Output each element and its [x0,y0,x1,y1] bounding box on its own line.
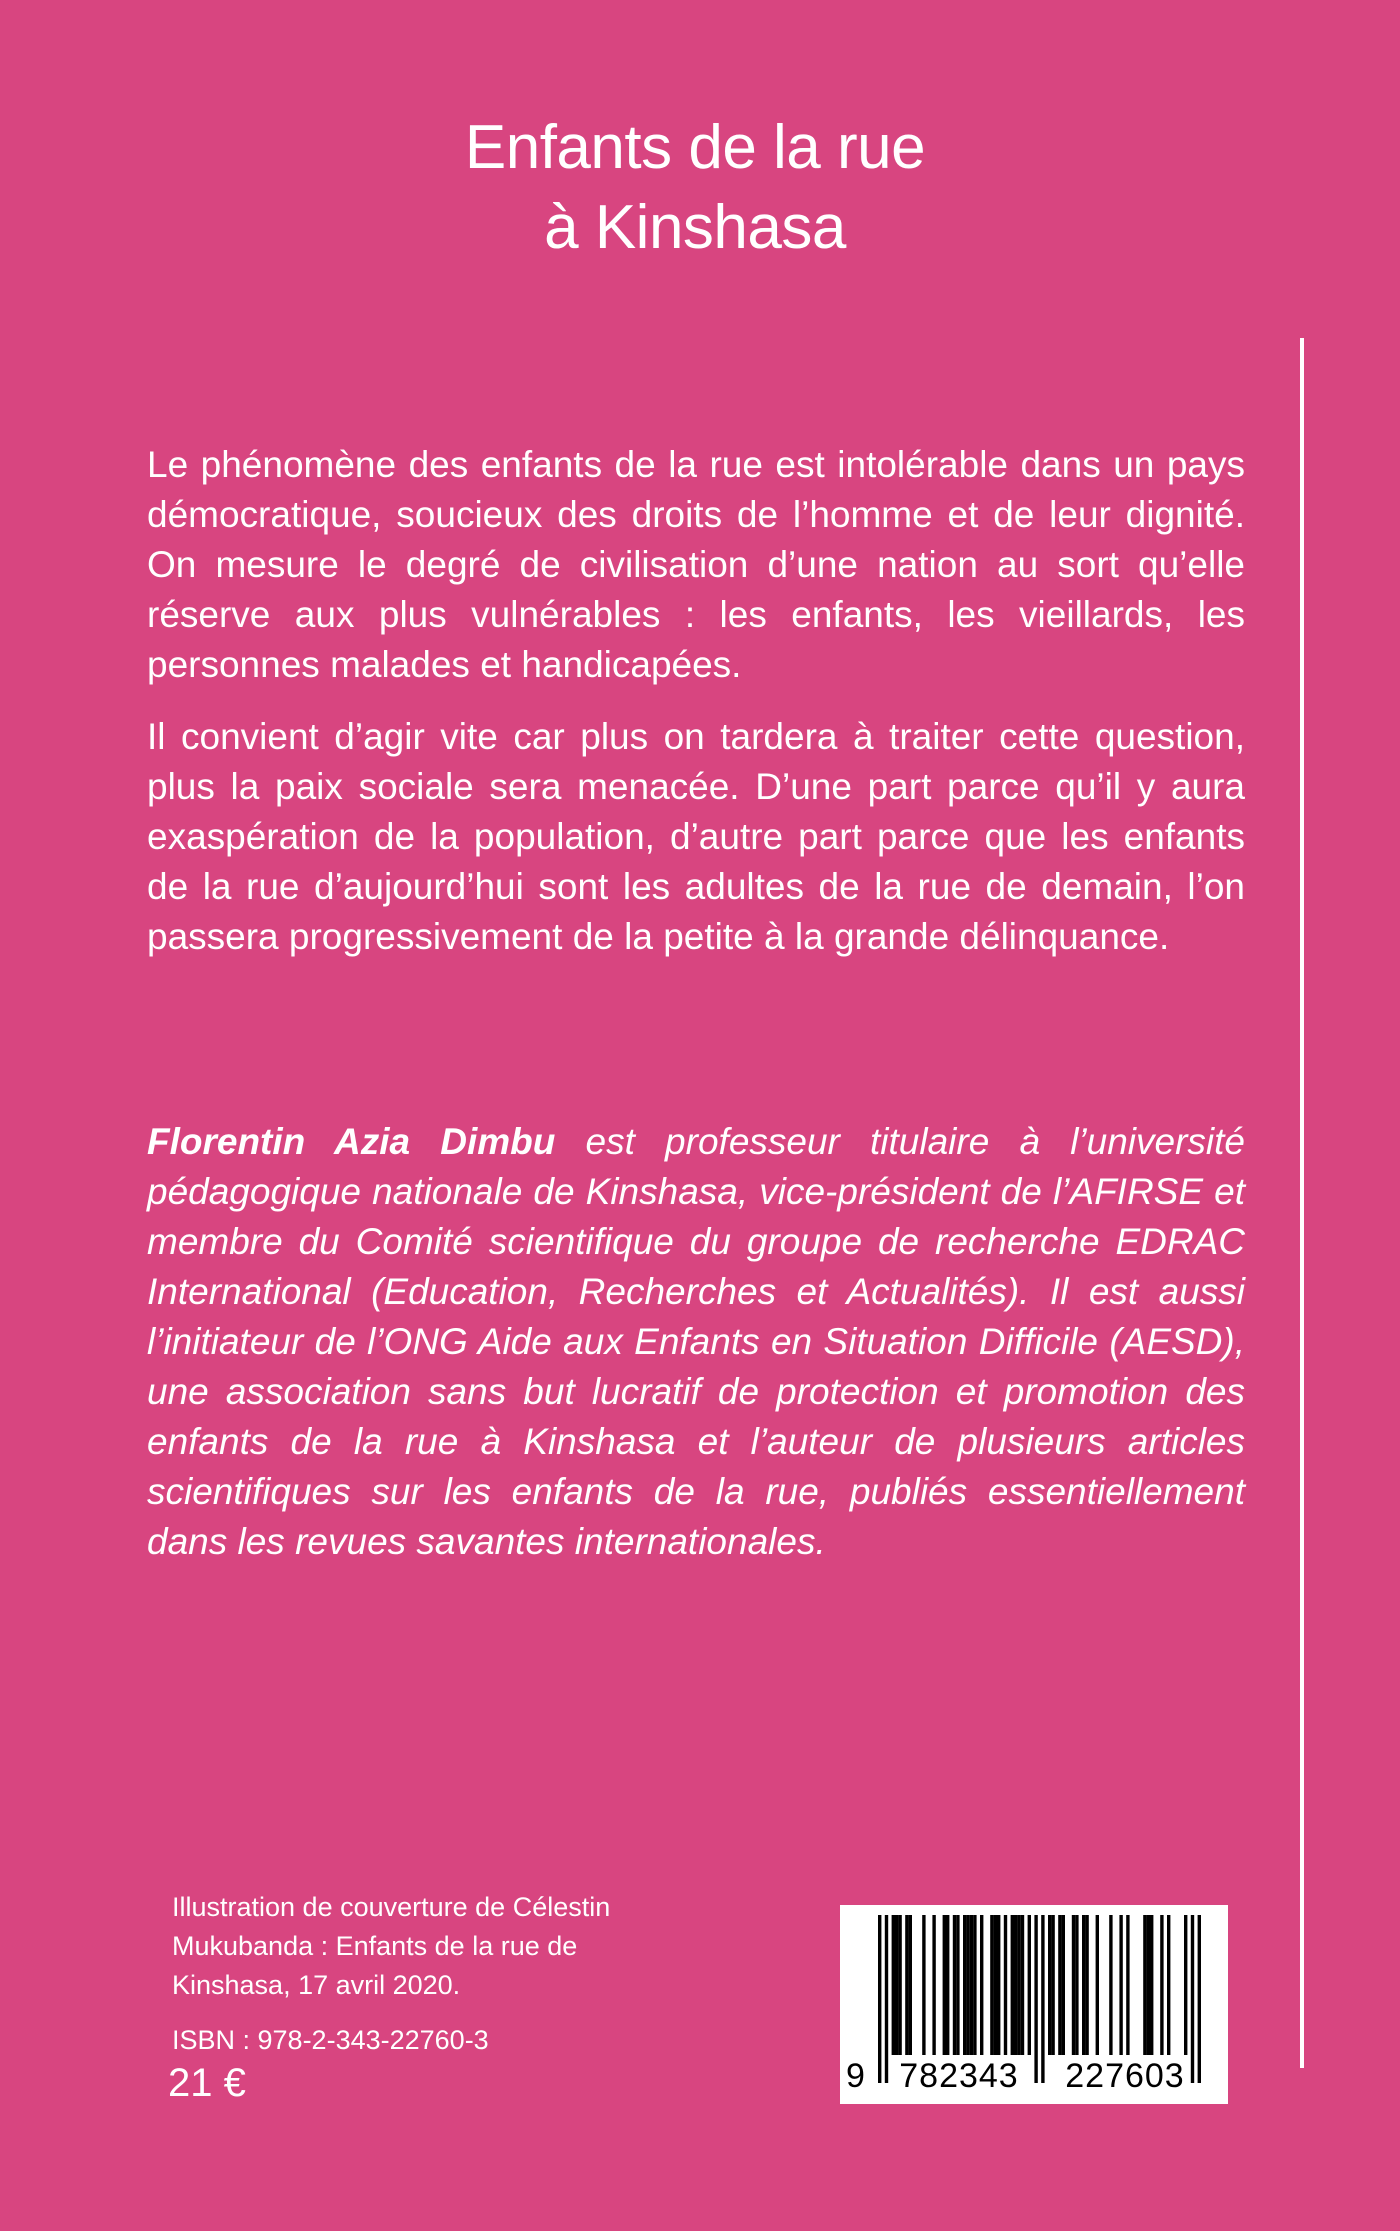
barcode-bar-22 [1011,1915,1014,2055]
barcode-bar-6 [909,1915,912,2055]
barcode-bar-24 [1017,1915,1020,2055]
barcode-bar-45 [1167,1915,1170,2055]
barcode-bar-44 [1160,1915,1163,2055]
barcode-bar-19 [994,1915,997,2055]
barcode-bar-35 [1082,1915,1085,2055]
barcode-bar-29 [1048,1915,1051,2055]
barcode-bar-23 [1014,1915,1017,2055]
barcode-bar-18 [990,1915,993,2055]
barcode-bar-40 [1126,1915,1129,2055]
isbn-label: ISBN : 978-2-343-22760-3 [172,2025,489,2055]
barcode [840,1905,1228,2104]
author-biography-text: est professeur titulaire à l’université pédagogique nationale de Kinshasa, vice-président de l’AFIRSE et membre du Comité scientifique du groupe de recherche EDRAC International (Education, Recherches et Actualités). Il est aussi l’initiateur de l’ONG Aide aux Enfants en Situation Difficile (AESD), une association sans but lucratif de protection et promotion des enfants de la rue à Kinshasa et l’auteur de plusieurs articles scientifiques sur les enfants de la rue, publiés essentiellement dans les revues savantes internationales. [147,1121,1245,1562]
barcode-bar-16 [973,1915,976,2055]
barcode-bar-4 [898,1915,901,2055]
illustration-credit: Illustration de couverture de Célestin Mukubanda : Enfants de la rue de Kinshasa, 17 avril 2020. [172,1892,611,2000]
summary-paragraph-1: Le phénomène des enfants de la rue est intolérable dans un pays démocratique, soucieux des droits de l’homme et de leur dignité. On mesure le degré de civilisation d’une nation au sort qu’elle réserve aux plus vulnérables : les enfants, les vieillards, les personnes malades et handicapées. [147,444,1245,685]
summary-paragraph-2: Il convient d’agir vite car plus on tardera à traiter cette question, plus la paix sociale sera menacée. D’une part parce qu’il y aura exaspération de la population, d’autre part parce que les enfants de la rue d’aujourd’hui sont les adultes de la rue de demain, l’on passera progressivement de la petite à la grande délinquance. [147,716,1245,957]
barcode-bar-36 [1085,1915,1088,2055]
barcode-bar-38 [1109,1915,1112,2055]
barcode-bar-30 [1051,1915,1054,2055]
barcode-bar-17 [980,1915,983,2055]
barcode-left-digits: 782343 [899,2057,1019,2095]
barcode-bar-13 [963,1915,966,2055]
barcode-bar-33 [1072,1915,1075,2055]
barcode-bar-42 [1147,1915,1150,2055]
barcode-bar-3 [895,1915,898,2055]
barcode-bar-10 [946,1915,949,2055]
book-title-line1: Enfants de la rue [464,113,926,182]
book-title [0,108,1390,268]
barcode-bar-43 [1150,1915,1153,2055]
barcode-bar-21 [1004,1915,1007,2055]
barcode-bar-14 [966,1915,969,2055]
barcode-bar-32 [1062,1915,1065,2055]
barcode-bar-37 [1096,1915,1099,2055]
barcode-bar-15 [970,1915,973,2055]
barcode-bar-2 [892,1915,895,2055]
barcode-bar-8 [932,1915,935,2055]
barcode-bar-31 [1058,1915,1061,2055]
book-title-line2: à Kinshasa [544,193,846,262]
author-name: Florentin Azia Dimbu [147,1121,556,1162]
barcode-bar-39 [1119,1915,1122,2055]
barcode-bar-46 [1184,1915,1187,2055]
barcode-right-digits: 227603 [1065,2057,1185,2095]
author-biography [147,1117,1245,1567]
barcode-bar-25 [1021,1915,1024,2055]
barcode-bar-5 [905,1915,908,2055]
barcode-bar-11 [953,1915,956,2055]
barcode-bar-26 [1028,1915,1031,2055]
barcode-bar-12 [956,1915,959,2055]
barcode-bar-7 [922,1915,925,2055]
barcode-bar-34 [1075,1915,1078,2055]
spine-divider-line [1300,338,1304,2068]
barcode-bar-9 [943,1915,946,2055]
price-label: 21 € [168,2061,246,2105]
barcode-first-digit: 9 [846,2057,865,2095]
barcode-bar-20 [997,1915,1000,2055]
barcode-bar-41 [1143,1915,1146,2055]
barcode-digits [840,2053,1228,2099]
